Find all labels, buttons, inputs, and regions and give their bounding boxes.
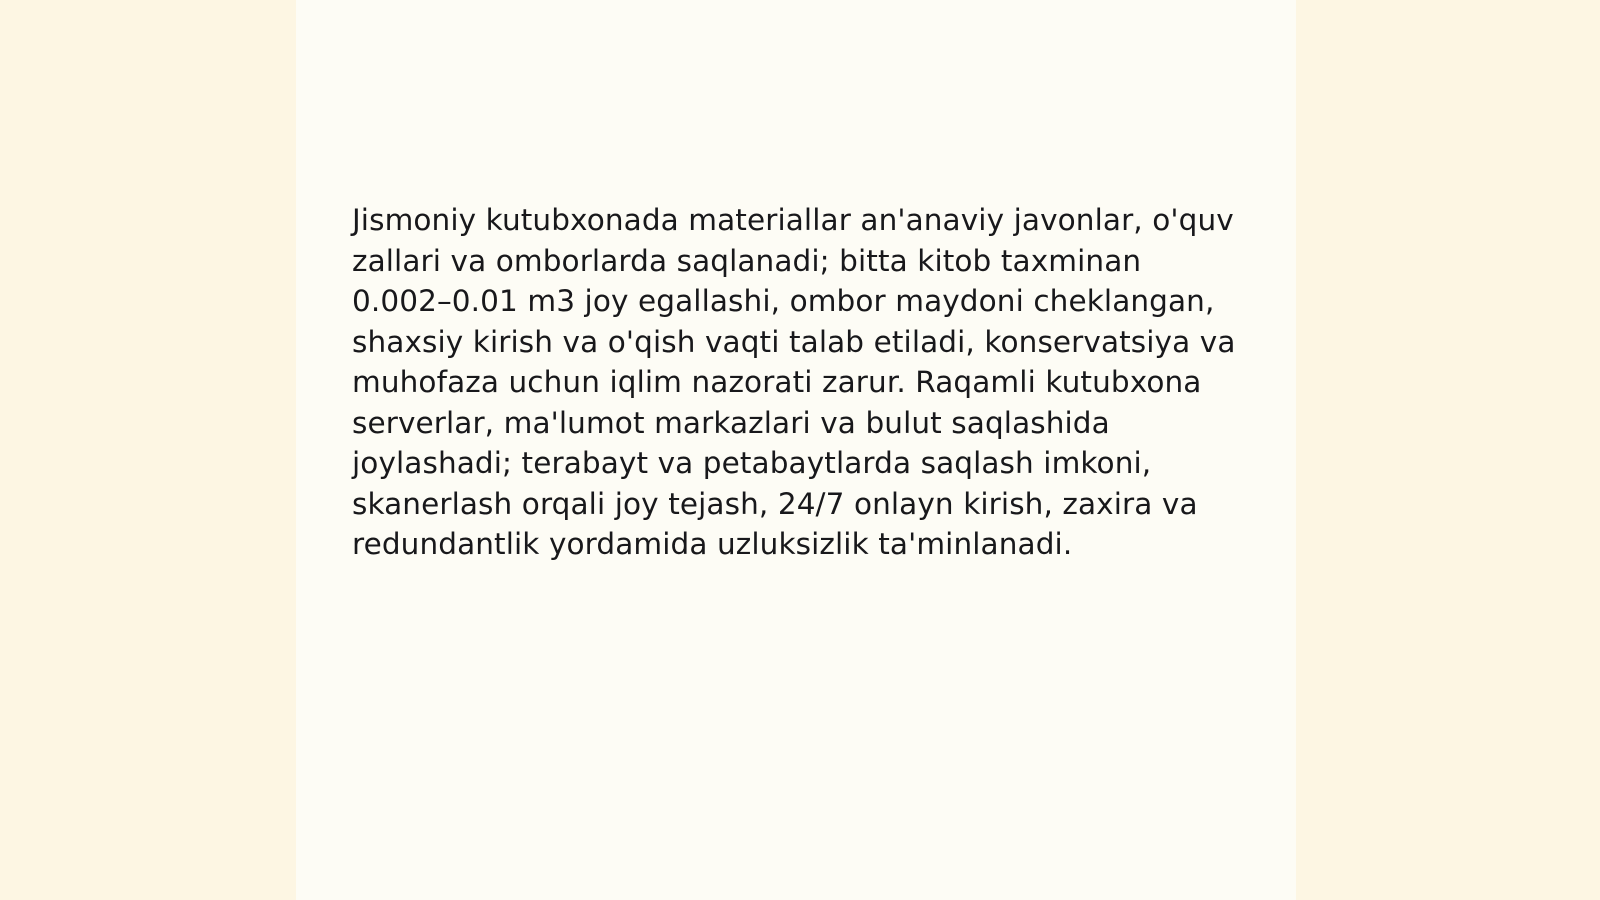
- body-paragraph: Jismoniy kutubxonada materiallar an'anaviy javonlar, o'quv zallari va omborlarda saqlanadi; bitta kitob taxminan 0.002–0.01 m3 joy egallashi, ombor maydoni cheklangan, shaxsiy kirish va o'qish vaqti talab etiladi, konservatsiya va muhofaza uchun iqlim nazorati zarur. Raqamli kutubxona serverlar, ma'lumot markazlari va bulut saqlashida joylashadi; terabayt va petabaytlarda saqlash imkoni, skanerlash orqali joy tejash, 24/7 onlayn kirish, zaxira va redundantlik yordamida uzluksizlik ta'minlanadi.: [352, 203, 1236, 561]
- document-sheet: [296, 0, 1296, 900]
- text-block: [352, 200, 1242, 565]
